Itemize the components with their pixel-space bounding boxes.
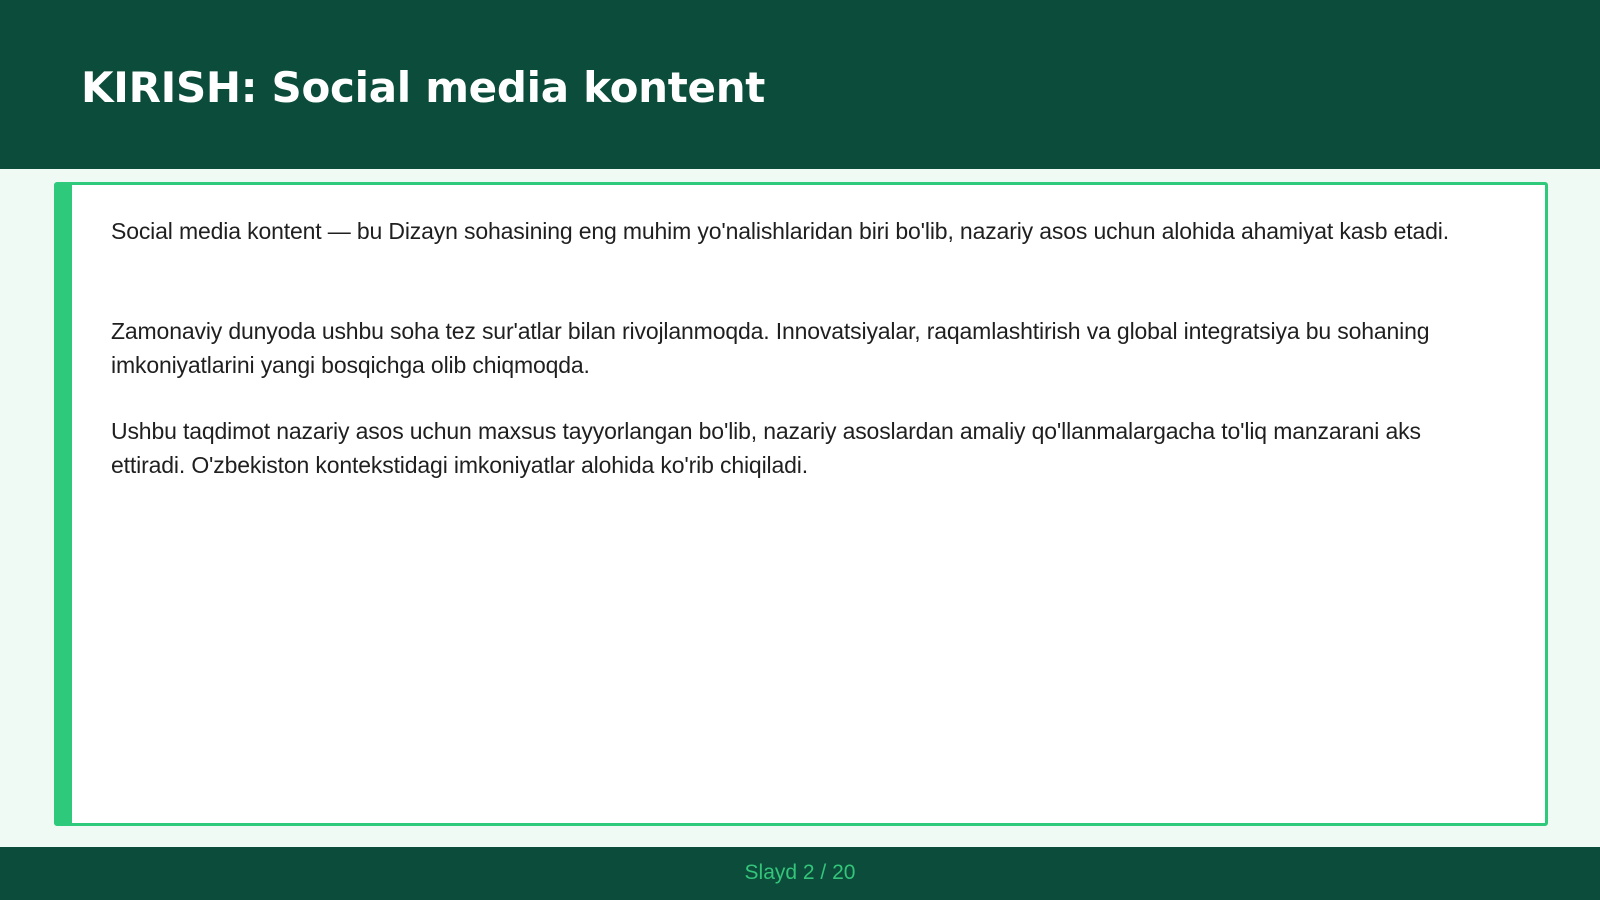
slide-number: Slayd 2 / 20	[744, 861, 856, 884]
content-paragraph-3: Ushbu taqdimot nazariy asos uchun maxsus tayyorlangan bo'lib, nazariy asoslardan amaliy qo'llanmalargacha to'liq manzarani aks ettiradi. O'zbekiston kontekstidagi imkoniyatlar alohida ko'rib chiqiladi.	[111, 418, 1421, 478]
slide-title: KIRISH: Social media kontent	[81, 63, 766, 112]
content-paragraph-1: Social media kontent — bu Dizayn sohasining eng muhim yo'nalishlaridan biri bo'lib, nazariy asos uchun alohida ahamiyat kasb etadi.	[111, 218, 1449, 244]
content-paragraph-2: Zamonaviy dunyoda ushbu soha tez sur'atlar bilan rivojlanmoqda. Innovatsiyalar, raqamlashtirish va global integratsiya bu sohaning imkoniyatlarini yangi bosqichga olib chiqmoqda.	[111, 318, 1430, 378]
slide-header	[0, 0, 1600, 169]
slide-footer	[0, 847, 1600, 900]
content-card	[54, 182, 1548, 826]
